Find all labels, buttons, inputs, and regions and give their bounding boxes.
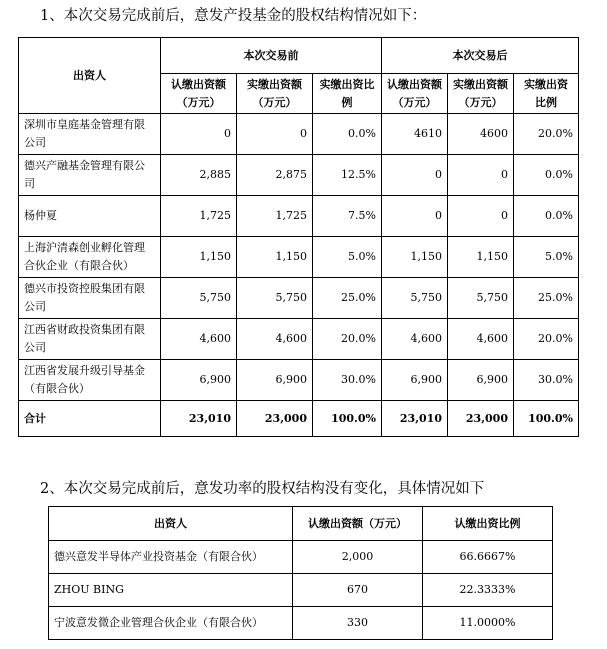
t2-cell-name: 德兴意发半导体产业投资基金（有限合伙） [49, 541, 293, 574]
cell-b-sub: 6,900 [161, 360, 237, 401]
cell-a-ratio: 25.0% [514, 278, 579, 319]
cell-a-sub: 23,010 [382, 401, 448, 437]
t2-cell-sub: 330 [293, 607, 423, 640]
investor-name: 德兴市投资控股集团有限公司 [19, 278, 161, 319]
cell-a-ratio: 20.0% [514, 114, 579, 155]
cell-b-sub: 4,600 [161, 319, 237, 360]
cell-a-sub: 5,750 [382, 278, 448, 319]
cell-b-paid: 1,725 [237, 196, 313, 237]
cell-b-sub: 23,010 [161, 401, 237, 437]
cell-b-paid: 4,600 [237, 319, 313, 360]
header-before-subscribed: 认缴出资额（万元） [161, 74, 237, 114]
cell-b-ratio: 20.0% [313, 319, 382, 360]
cell-a-ratio: 0.0% [514, 155, 579, 196]
cell-a-paid: 5,750 [448, 278, 514, 319]
cell-a-ratio: 20.0% [514, 319, 579, 360]
section1-heading: 1、本次交易完成前后，意发产投基金的股权结构情况如下： [40, 8, 427, 24]
cell-a-sub: 6,900 [382, 360, 448, 401]
total-label: 合计 [19, 401, 161, 437]
cell-b-paid: 5,750 [237, 278, 313, 319]
total-row [19, 401, 579, 437]
header-before-paid: 实缴出资额（万元） [237, 74, 313, 114]
equity-structure-table-2 [48, 506, 553, 640]
cell-a-paid: 0 [448, 196, 514, 237]
cell-b-ratio: 25.0% [313, 278, 382, 319]
table-row [49, 607, 553, 640]
cell-b-sub: 1,150 [161, 237, 237, 278]
cell-a-sub: 0 [382, 155, 448, 196]
t2-cell-sub: 670 [293, 574, 423, 607]
investor-name: 深圳市皇庭基金管理有限公司 [19, 114, 161, 155]
t2-cell-ratio: 11.0000% [423, 607, 553, 640]
table-row [49, 574, 553, 607]
cell-b-ratio: 100.0% [313, 401, 382, 437]
cell-a-ratio: 5.0% [514, 237, 579, 278]
header-after-paid: 实缴出资额（万元） [448, 74, 514, 114]
t2-header-subscribed: 认缴出资额（万元） [293, 507, 423, 541]
header-after: 本次交易后 [382, 38, 579, 74]
table-row [49, 541, 553, 574]
section2-heading: 2、本次交易完成前后，意发功率的股权结构没有变化，具体情况如下 [40, 481, 485, 497]
investor-name: 江西省发展升级引导基金（有限合伙） [19, 360, 161, 401]
t2-cell-ratio: 22.3333% [423, 574, 553, 607]
investor-name: 德兴产融基金管理有限公司 [19, 155, 161, 196]
header-investor: 出资人 [19, 38, 161, 114]
cell-b-sub: 5,750 [161, 278, 237, 319]
cell-a-paid: 4600 [448, 114, 514, 155]
table-row [19, 196, 579, 237]
cell-a-paid: 1,150 [448, 237, 514, 278]
t2-cell-name: ZHOU BING [49, 574, 293, 607]
investor-name: 江西省财政投资集团有限公司 [19, 319, 161, 360]
cell-a-paid: 6,900 [448, 360, 514, 401]
cell-b-paid: 6,900 [237, 360, 313, 401]
cell-b-ratio: 12.5% [313, 155, 382, 196]
table-row [19, 114, 579, 155]
equity-structure-table-1 [18, 37, 579, 437]
table-row [19, 278, 579, 319]
header-after-ratio: 实缴出资比例 [514, 74, 579, 114]
investor-name: 上海沪清森创业孵化管理合伙企业（有限合伙） [19, 237, 161, 278]
cell-a-ratio: 30.0% [514, 360, 579, 401]
t2-header-investor: 出资人 [49, 507, 293, 541]
cell-b-paid: 0 [237, 114, 313, 155]
cell-a-sub: 4,600 [382, 319, 448, 360]
t2-cell-name: 宁波意发微企业管理合伙企业（有限合伙） [49, 607, 293, 640]
table-row [19, 155, 579, 196]
cell-a-paid: 4,600 [448, 319, 514, 360]
cell-a-ratio: 0.0% [514, 196, 579, 237]
cell-a-paid: 0 [448, 155, 514, 196]
header-before: 本次交易前 [161, 38, 382, 74]
cell-b-ratio: 30.0% [313, 360, 382, 401]
investor-name: 杨仲夏 [19, 196, 161, 237]
t2-cell-ratio: 66.6667% [423, 541, 553, 574]
t2-cell-sub: 2,000 [293, 541, 423, 574]
cell-b-ratio: 0.0% [313, 114, 382, 155]
cell-b-sub: 2,885 [161, 155, 237, 196]
t2-header-ratio: 认缴出资比例 [423, 507, 553, 541]
cell-b-ratio: 5.0% [313, 237, 382, 278]
header-before-ratio: 实缴出资比例 [313, 74, 382, 114]
cell-a-paid: 23,000 [448, 401, 514, 437]
cell-a-sub: 1,150 [382, 237, 448, 278]
cell-b-ratio: 7.5% [313, 196, 382, 237]
header-after-subscribed: 认缴出资额（万元） [382, 74, 448, 114]
cell-a-ratio: 100.0% [514, 401, 579, 437]
cell-a-sub: 4610 [382, 114, 448, 155]
cell-b-paid: 2,875 [237, 155, 313, 196]
cell-b-paid: 1,150 [237, 237, 313, 278]
table-row [19, 360, 579, 401]
cell-b-sub: 1,725 [161, 196, 237, 237]
cell-b-paid: 23,000 [237, 401, 313, 437]
cell-b-sub: 0 [161, 114, 237, 155]
table-row [19, 237, 579, 278]
cell-a-sub: 0 [382, 196, 448, 237]
table-row [19, 319, 579, 360]
